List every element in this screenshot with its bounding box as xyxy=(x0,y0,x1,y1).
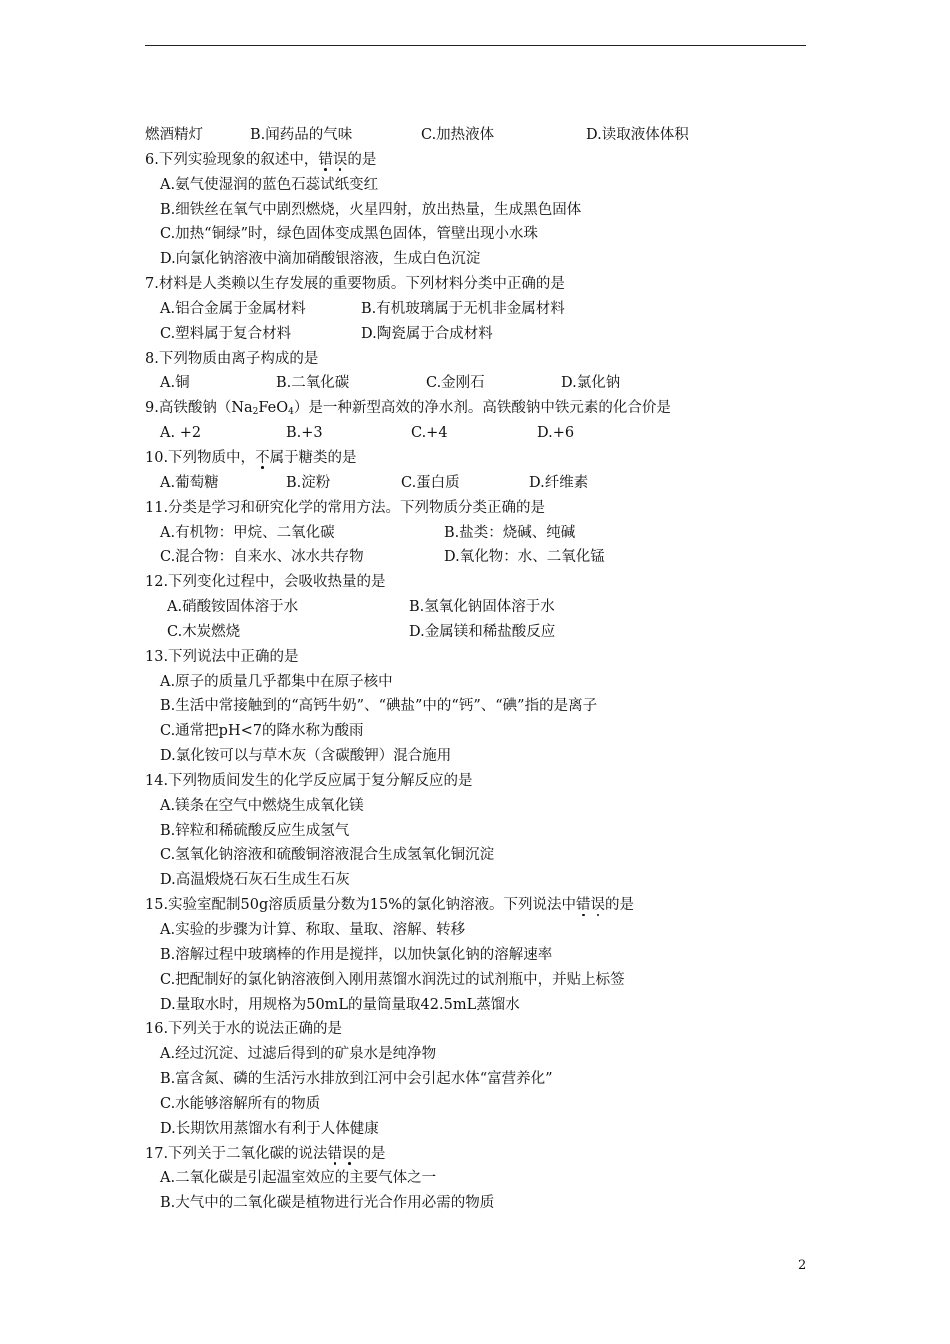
question-14-stem xyxy=(145,769,825,794)
option-b: B.淀粉 xyxy=(286,474,331,491)
question-8-options xyxy=(145,371,825,396)
question-11-options-ab xyxy=(145,521,825,546)
option-text: B.大气中的二氧化碳是植物进行光合作用必需的物质 xyxy=(160,1195,495,1212)
question-7-stem xyxy=(145,272,825,297)
question-text: 11.分类是学习和研究化学的常用方法。下列物质分类正确的是 xyxy=(145,499,546,516)
question-9-options xyxy=(145,421,825,446)
emphasis-char: 误 xyxy=(590,897,606,914)
question-15-option-a xyxy=(145,918,825,943)
question-text xyxy=(145,1142,386,1167)
option-text: B.溶解过程中玻璃棒的作用是搅拌，以加快氯化钠的溶解速率 xyxy=(160,946,553,963)
question-text: 7.材料是人类赖以生存发展的重要物质。下列材料分类中正确的是 xyxy=(145,276,565,293)
subscript: 4 xyxy=(288,407,294,418)
stem-part: 10.下列物质中， xyxy=(145,449,256,466)
option-b: B.+3 xyxy=(286,425,323,442)
option-text: D.量取水时，用规格为50mL的量筒量取42.5mL蒸馏水 xyxy=(160,996,520,1013)
option-b: B.有机玻璃属于无机非金属材料 xyxy=(361,300,565,317)
page-content xyxy=(145,123,825,1216)
question-13-option-a xyxy=(145,670,825,695)
question-9-stem xyxy=(145,396,825,421)
option-text: D.高温煅烧石灰石生成生石灰 xyxy=(160,872,350,889)
stem-part: 17.下列关于二氧化碳的说法 xyxy=(145,1145,328,1162)
option-text: C.水能够溶解所有的物质 xyxy=(160,1095,321,1112)
option-text: C.氢氧化钠溶液和硫酸铜溶液混合生成氢氧化铜沉淀 xyxy=(160,847,495,864)
question-6-option-c xyxy=(145,222,825,247)
question-text: 12.下列变化过程中，会吸收热量的是 xyxy=(145,574,386,591)
option-text: A.实验的步骤为计算、称取、量取、溶解、转移 xyxy=(160,922,466,938)
question-text: 16.下列关于水的说法正确的是 xyxy=(145,1021,343,1038)
question-8-stem xyxy=(145,347,825,372)
stem-part: FeO xyxy=(258,400,289,417)
question-11-stem xyxy=(145,496,825,521)
question-text xyxy=(145,446,357,471)
stem-part: 的是 xyxy=(356,1145,386,1162)
question-16-option-a xyxy=(145,1042,825,1067)
option-a: 燃酒精灯 xyxy=(145,127,203,143)
emphasis-char: 错 xyxy=(318,151,333,168)
question-13-option-d xyxy=(145,744,825,769)
option-a: A.有机物：甲烷、二氧化碳 xyxy=(160,524,335,541)
option-c: C.塑料属于复合材料 xyxy=(160,325,292,342)
option-b: B.闻药品的气味 xyxy=(250,127,353,143)
question-6-option-b xyxy=(145,198,825,223)
option-c: C.加热液体 xyxy=(421,127,495,143)
option-text: B.生活中常接触到的“高钙牛奶”、“碘盐”中的“钙”、“碘”指的是离子 xyxy=(160,698,598,715)
question-6-option-a xyxy=(145,173,825,198)
question-10-stem xyxy=(145,446,825,471)
page-number: 2 xyxy=(798,1258,807,1273)
option-text: D.向氯化钠溶液中滴加硝酸银溶液，生成白色沉淀 xyxy=(160,251,481,268)
stem-part: 的是 xyxy=(605,897,635,914)
question-10-options xyxy=(145,471,825,496)
option-text: A.二氧化碳是引起温室效应的主要气体之一 xyxy=(160,1170,437,1187)
option-a: A.硝酸铵固体溶于水 xyxy=(167,599,299,616)
option-c: C.蛋白质 xyxy=(401,474,460,491)
option-b: B.二氧化碳 xyxy=(276,375,350,392)
question-text: 14.下列物质间发生的化学反应属于复分解反应的是 xyxy=(145,772,473,789)
option-a: A. +2 xyxy=(160,425,202,442)
question-14-option-b xyxy=(145,819,825,844)
option-d: D.读取液体体积 xyxy=(586,127,689,143)
emphasis-char: 错 xyxy=(327,1145,343,1162)
option-d: D.纤维素 xyxy=(529,474,589,491)
emphasis-char: 不 xyxy=(255,449,270,466)
stem-part: 的是 xyxy=(347,151,377,168)
question-7-options-cd xyxy=(145,322,825,347)
question-13-option-c xyxy=(145,719,825,744)
question-16-option-d xyxy=(145,1117,825,1142)
question-text xyxy=(145,396,671,421)
question-text: 8.下列物质由离子构成的是 xyxy=(145,350,319,367)
question-6-stem xyxy=(145,148,825,173)
option-text: D.氯化铵可以与草木灰（含碳酸钾）混合施用 xyxy=(160,748,452,765)
question-12-stem xyxy=(145,570,825,595)
question-text xyxy=(145,893,634,918)
stem-part: 15.实验室配制50g溶质质量分数为15%的氯化钠溶液。下列说法中 xyxy=(145,897,577,914)
question-13-stem xyxy=(145,645,825,670)
question-17-stem xyxy=(145,1142,825,1167)
stem-part: 6.下列实验现象的叙述中， xyxy=(145,151,319,168)
stem-part: ）是一种新型高效的净水剂。高铁酸钠中铁元素的化合价是 xyxy=(293,400,671,417)
question-17-option-a xyxy=(145,1166,825,1191)
option-d: D.氯化钠 xyxy=(561,375,621,392)
option-c: C.+4 xyxy=(411,425,448,442)
question-12-options-ab xyxy=(145,595,825,620)
subscript: 2 xyxy=(252,407,259,418)
header-rule xyxy=(145,45,806,46)
question-14-option-c xyxy=(145,843,825,868)
option-c: C.木炭燃烧 xyxy=(167,623,241,640)
option-text: C.加热“铜绿”时，绿色固体变成黑色固体，管壁出现小水珠 xyxy=(160,226,539,243)
option-text: A.镁条在空气中燃烧生成氧化镁 xyxy=(160,797,364,814)
emphasis-char: 误 xyxy=(332,151,348,168)
question-text xyxy=(145,148,376,173)
option-text: A.原子的质量几乎都集中在原子核中 xyxy=(160,673,393,690)
question-6-option-d xyxy=(145,247,825,272)
emphasis-char: 误 xyxy=(342,1145,357,1162)
option-text: A.经过沉淀、过滤后得到的矿泉水是纯净物 xyxy=(160,1046,437,1063)
option-c: C.金刚石 xyxy=(426,375,485,392)
question-14-option-a xyxy=(145,794,825,819)
question-11-options-cd xyxy=(145,545,825,570)
question-12-options-cd xyxy=(145,620,825,645)
question-15-option-d xyxy=(145,993,825,1018)
option-text: B.锌粒和稀硫酸反应生成氢气 xyxy=(160,822,350,839)
option-a: A.铜 xyxy=(160,375,190,392)
question-14-option-d xyxy=(145,868,825,893)
option-text: D.长期饮用蒸馏水有利于人体健康 xyxy=(160,1120,379,1137)
option-text: B.细铁丝在氧气中剧烈燃烧，火星四射，放出热量，生成黑色固体 xyxy=(160,201,582,218)
question-13-option-b xyxy=(145,694,825,719)
question-16-option-c xyxy=(145,1092,825,1117)
question-15-option-c xyxy=(145,968,825,993)
option-b: B.盐类：烧碱、纯碱 xyxy=(444,524,576,541)
option-text: C.把配制好的氯化钠溶液倒入刚用蒸馏水润洗过的试剂瓶中，并贴上标签 xyxy=(160,971,625,988)
option-d: D.+6 xyxy=(537,425,575,442)
question-16-option-b xyxy=(145,1067,825,1092)
emphasis-char: 错 xyxy=(576,897,591,914)
question-text: 13.下列说法中正确的是 xyxy=(145,648,299,665)
question-16-stem xyxy=(145,1017,825,1042)
question-15-option-b xyxy=(145,943,825,968)
option-d: D.金属镁和稀盐酸反应 xyxy=(409,623,556,640)
option-d: D.氧化物：水、二氧化锰 xyxy=(444,549,605,566)
option-c: C.混合物：自来水、冰水共存物 xyxy=(160,549,364,566)
option-a: A.葡萄糖 xyxy=(160,474,219,491)
option-text: B.富含氮、磷的生活污水排放到江河中会引起水体“富营养化” xyxy=(160,1071,553,1088)
continuation-options xyxy=(145,123,825,148)
question-17-option-b xyxy=(145,1191,825,1216)
stem-part: 9.高铁酸钠（Na xyxy=(145,400,253,417)
option-b: B.氢氧化钠固体溶于水 xyxy=(409,599,555,616)
question-15-stem xyxy=(145,893,825,918)
question-7-options-ab xyxy=(145,297,825,322)
option-text: A.氨气使湿润的蓝色石蕊试纸变红 xyxy=(160,176,379,193)
option-a: A.铝合金属于金属材料 xyxy=(160,300,306,317)
option-text: C.通常把pH<7的降水称为酸雨 xyxy=(160,723,364,740)
stem-part: 属于糖类的是 xyxy=(269,449,357,466)
option-d: D.陶瓷属于合成材料 xyxy=(361,325,493,342)
